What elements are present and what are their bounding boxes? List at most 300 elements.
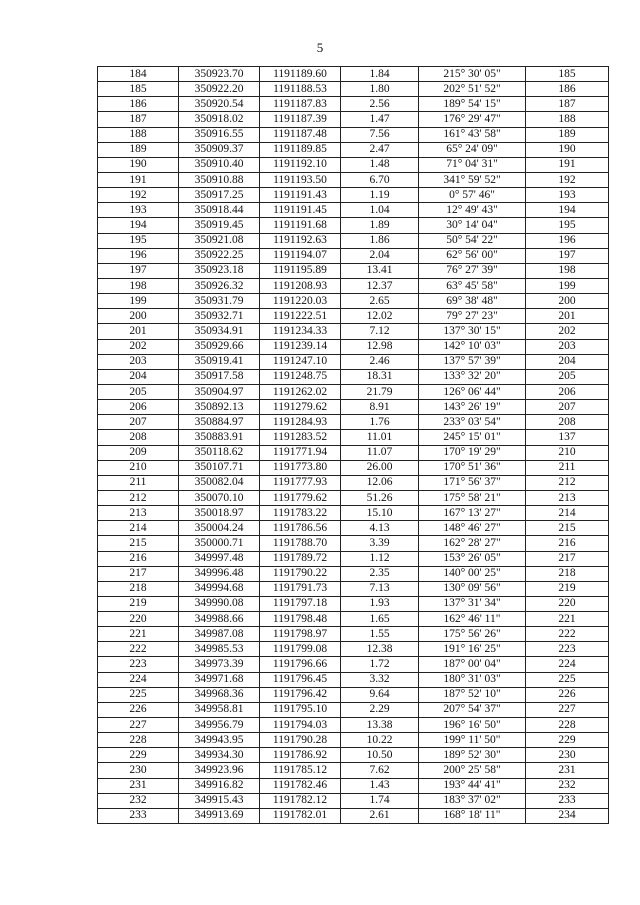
y-coordinate-cell: 1191798.97	[260, 627, 341, 642]
distance-cell: 13.41	[341, 263, 419, 278]
x-coordinate-cell: 350917.58	[179, 369, 260, 384]
x-coordinate-cell: 350107.71	[179, 460, 260, 475]
x-coordinate-cell: 350910.88	[179, 172, 260, 187]
y-coordinate-cell: 1191773.80	[260, 460, 341, 475]
y-coordinate-cell: 1191783.22	[260, 506, 341, 521]
direction-angle-cell: 79° 27' 23"	[419, 309, 526, 324]
next-point-cell: 232	[526, 778, 609, 793]
direction-angle-cell: 189° 54' 15"	[419, 97, 526, 112]
next-point-cell: 191	[526, 157, 609, 172]
next-point-cell: 214	[526, 506, 609, 521]
direction-angle-cell: 183° 37' 02"	[419, 793, 526, 808]
point-number-cell: 203	[98, 354, 179, 369]
distance-cell: 7.56	[341, 127, 419, 142]
y-coordinate-cell: 1191192.10	[260, 157, 341, 172]
x-coordinate-cell: 349988.66	[179, 612, 260, 627]
distance-cell: 2.56	[341, 97, 419, 112]
y-coordinate-cell: 1191247.10	[260, 354, 341, 369]
x-coordinate-cell: 350918.02	[179, 112, 260, 127]
next-point-cell: 196	[526, 233, 609, 248]
y-coordinate-cell: 1191189.85	[260, 142, 341, 157]
distance-cell: 1.04	[341, 203, 419, 218]
x-coordinate-cell: 350884.97	[179, 415, 260, 430]
table-row	[98, 203, 609, 218]
table-row	[98, 642, 609, 657]
table-row	[98, 309, 609, 324]
x-coordinate-cell: 349985.53	[179, 642, 260, 657]
next-point-cell: 200	[526, 294, 609, 309]
next-point-cell: 186	[526, 82, 609, 97]
table-row	[98, 324, 609, 339]
point-number-cell: 216	[98, 551, 179, 566]
y-coordinate-cell: 1191192.63	[260, 233, 341, 248]
table-row	[98, 248, 609, 263]
distance-cell: 1.43	[341, 778, 419, 793]
point-number-cell: 189	[98, 142, 179, 157]
distance-cell: 7.62	[341, 763, 419, 778]
point-number-cell: 188	[98, 127, 179, 142]
point-number-cell: 213	[98, 506, 179, 521]
y-coordinate-cell: 1191785.12	[260, 763, 341, 778]
distance-cell: 21.79	[341, 384, 419, 399]
point-number-cell: 207	[98, 415, 179, 430]
y-coordinate-cell: 1191799.08	[260, 642, 341, 657]
direction-angle-cell: 162° 46' 11"	[419, 612, 526, 627]
y-coordinate-cell: 1191262.02	[260, 384, 341, 399]
x-coordinate-cell: 350910.40	[179, 157, 260, 172]
table-row	[98, 702, 609, 717]
y-coordinate-cell: 1191239.14	[260, 339, 341, 354]
x-coordinate-cell: 349913.69	[179, 808, 260, 823]
next-point-cell: 189	[526, 127, 609, 142]
distance-cell: 13.38	[341, 718, 419, 733]
table-row	[98, 778, 609, 793]
x-coordinate-cell: 350082.04	[179, 475, 260, 490]
page-number: 5	[316, 40, 324, 55]
point-number-cell: 208	[98, 430, 179, 445]
direction-angle-cell: 341° 59' 52"	[419, 172, 526, 187]
direction-angle-cell: 167° 13' 27"	[419, 506, 526, 521]
x-coordinate-cell: 350918.44	[179, 203, 260, 218]
distance-cell: 2.46	[341, 354, 419, 369]
distance-cell: 26.00	[341, 460, 419, 475]
table-row	[98, 612, 609, 627]
table-row	[98, 733, 609, 748]
table-row	[98, 748, 609, 763]
next-point-cell: 208	[526, 415, 609, 430]
next-point-cell: 224	[526, 657, 609, 672]
point-number-cell: 225	[98, 687, 179, 702]
next-point-cell: 211	[526, 460, 609, 475]
direction-angle-cell: 126° 06' 44"	[419, 384, 526, 399]
distance-cell: 12.06	[341, 475, 419, 490]
direction-angle-cell: 202° 51' 52"	[419, 82, 526, 97]
next-point-cell: 188	[526, 112, 609, 127]
next-point-cell: 192	[526, 172, 609, 187]
y-coordinate-cell: 1191796.66	[260, 657, 341, 672]
point-number-cell: 190	[98, 157, 179, 172]
next-point-cell: 217	[526, 551, 609, 566]
point-number-cell: 198	[98, 278, 179, 293]
distance-cell: 12.02	[341, 309, 419, 324]
point-number-cell: 201	[98, 324, 179, 339]
direction-angle-cell: 200° 25' 58"	[419, 763, 526, 778]
table-row	[98, 657, 609, 672]
distance-cell: 7.13	[341, 581, 419, 596]
point-number-cell: 220	[98, 612, 179, 627]
point-number-cell: 205	[98, 384, 179, 399]
direction-angle-cell: 176° 29' 47"	[419, 112, 526, 127]
x-coordinate-cell: 350909.37	[179, 142, 260, 157]
table-row	[98, 188, 609, 203]
point-number-cell: 202	[98, 339, 179, 354]
direction-angle-cell: 187° 00' 04"	[419, 657, 526, 672]
distance-cell: 1.84	[341, 67, 419, 82]
x-coordinate-cell: 349994.68	[179, 581, 260, 596]
x-coordinate-cell: 349956.79	[179, 718, 260, 733]
next-point-cell: 219	[526, 581, 609, 596]
point-number-cell: 218	[98, 581, 179, 596]
distance-cell: 12.98	[341, 339, 419, 354]
distance-cell: 1.93	[341, 596, 419, 611]
table-row	[98, 294, 609, 309]
point-number-cell: 209	[98, 445, 179, 460]
next-point-cell: 229	[526, 733, 609, 748]
table-row	[98, 67, 609, 82]
y-coordinate-cell: 1191191.68	[260, 218, 341, 233]
table-row	[98, 127, 609, 142]
point-number-cell: 221	[98, 627, 179, 642]
distance-cell: 1.55	[341, 627, 419, 642]
direction-angle-cell: 50° 54' 22"	[419, 233, 526, 248]
direction-angle-cell: 189° 52' 30"	[419, 748, 526, 763]
y-coordinate-cell: 1191284.93	[260, 415, 341, 430]
next-point-cell: 223	[526, 642, 609, 657]
y-coordinate-cell: 1191788.70	[260, 536, 341, 551]
table-row	[98, 521, 609, 536]
table-row	[98, 460, 609, 475]
table-row	[98, 627, 609, 642]
point-number-cell: 219	[98, 596, 179, 611]
distance-cell: 15.10	[341, 506, 419, 521]
distance-cell: 1.74	[341, 793, 419, 808]
table-row	[98, 112, 609, 127]
x-coordinate-cell: 350926.32	[179, 278, 260, 293]
point-number-cell: 231	[98, 778, 179, 793]
table-body	[98, 67, 609, 824]
point-number-cell: 226	[98, 702, 179, 717]
y-coordinate-cell: 1191222.51	[260, 309, 341, 324]
x-coordinate-cell: 350000.71	[179, 536, 260, 551]
distance-cell: 51.26	[341, 490, 419, 505]
y-coordinate-cell: 1191187.83	[260, 97, 341, 112]
distance-cell: 1.65	[341, 612, 419, 627]
next-point-cell: 137	[526, 430, 609, 445]
direction-angle-cell: 63° 45' 58"	[419, 278, 526, 293]
x-coordinate-cell: 349943.95	[179, 733, 260, 748]
point-number-cell: 200	[98, 309, 179, 324]
next-point-cell: 218	[526, 566, 609, 581]
next-point-cell: 212	[526, 475, 609, 490]
table-row	[98, 172, 609, 187]
x-coordinate-cell: 349971.68	[179, 672, 260, 687]
y-coordinate-cell: 1191191.45	[260, 203, 341, 218]
x-coordinate-cell: 350923.18	[179, 263, 260, 278]
point-number-cell: 184	[98, 67, 179, 82]
next-point-cell: 215	[526, 521, 609, 536]
y-coordinate-cell: 1191794.03	[260, 718, 341, 733]
next-point-cell: 213	[526, 490, 609, 505]
y-coordinate-cell: 1191790.22	[260, 566, 341, 581]
distance-cell: 2.04	[341, 248, 419, 263]
y-coordinate-cell: 1191779.62	[260, 490, 341, 505]
y-coordinate-cell: 1191786.92	[260, 748, 341, 763]
point-number-cell: 224	[98, 672, 179, 687]
x-coordinate-cell: 350922.25	[179, 248, 260, 263]
distance-cell: 2.47	[341, 142, 419, 157]
distance-cell: 2.65	[341, 294, 419, 309]
next-point-cell: 210	[526, 445, 609, 460]
distance-cell: 1.86	[341, 233, 419, 248]
x-coordinate-cell: 349923.96	[179, 763, 260, 778]
table-row	[98, 430, 609, 445]
direction-angle-cell: 207° 54' 37"	[419, 702, 526, 717]
direction-angle-cell: 71° 04' 31"	[419, 157, 526, 172]
point-number-cell: 186	[98, 97, 179, 112]
direction-angle-cell: 191° 16' 25"	[419, 642, 526, 657]
next-point-cell: 195	[526, 218, 609, 233]
next-point-cell: 231	[526, 763, 609, 778]
distance-cell: 8.91	[341, 400, 419, 415]
distance-cell: 3.32	[341, 672, 419, 687]
next-point-cell: 185	[526, 67, 609, 82]
table-row	[98, 536, 609, 551]
direction-angle-cell: 0° 57' 46"	[419, 188, 526, 203]
next-point-cell: 190	[526, 142, 609, 157]
x-coordinate-cell: 350923.70	[179, 67, 260, 82]
direction-angle-cell: 175° 56' 26"	[419, 627, 526, 642]
y-coordinate-cell: 1191194.07	[260, 248, 341, 263]
point-number-cell: 230	[98, 763, 179, 778]
next-point-cell: 197	[526, 248, 609, 263]
next-point-cell: 207	[526, 400, 609, 415]
direction-angle-cell: 30° 14' 04"	[419, 218, 526, 233]
x-coordinate-cell: 350904.97	[179, 384, 260, 399]
direction-angle-cell: 245° 15' 01"	[419, 430, 526, 445]
x-coordinate-cell: 350922.20	[179, 82, 260, 97]
table-row	[98, 566, 609, 581]
point-number-cell: 212	[98, 490, 179, 505]
direction-angle-cell: 233° 03' 54"	[419, 415, 526, 430]
direction-angle-cell: 161° 43' 58"	[419, 127, 526, 142]
y-coordinate-cell: 1191193.50	[260, 172, 341, 187]
table-row	[98, 142, 609, 157]
y-coordinate-cell: 1191187.48	[260, 127, 341, 142]
direction-angle-cell: 69° 38' 48"	[419, 294, 526, 309]
distance-cell: 2.29	[341, 702, 419, 717]
point-number-cell: 187	[98, 112, 179, 127]
direction-angle-cell: 76° 27' 39"	[419, 263, 526, 278]
x-coordinate-cell: 350931.79	[179, 294, 260, 309]
next-point-cell: 194	[526, 203, 609, 218]
distance-cell: 1.76	[341, 415, 419, 430]
y-coordinate-cell: 1191234.33	[260, 324, 341, 339]
direction-angle-cell: 196° 16' 50"	[419, 718, 526, 733]
distance-cell: 3.39	[341, 536, 419, 551]
x-coordinate-cell: 350919.41	[179, 354, 260, 369]
next-point-cell: 228	[526, 718, 609, 733]
x-coordinate-cell: 350883.91	[179, 430, 260, 445]
table-row	[98, 490, 609, 505]
x-coordinate-cell: 350018.97	[179, 506, 260, 521]
direction-angle-cell: 142° 10' 03"	[419, 339, 526, 354]
table-row	[98, 793, 609, 808]
distance-cell: 1.47	[341, 112, 419, 127]
point-number-cell: 223	[98, 657, 179, 672]
distance-cell: 18.31	[341, 369, 419, 384]
direction-angle-cell: 170° 19' 29"	[419, 445, 526, 460]
x-coordinate-cell: 350929.66	[179, 339, 260, 354]
distance-cell: 4.13	[341, 521, 419, 536]
direction-angle-cell: 62° 56' 00"	[419, 248, 526, 263]
y-coordinate-cell: 1191188.53	[260, 82, 341, 97]
direction-angle-cell: 148° 46' 27"	[419, 521, 526, 536]
distance-cell: 1.89	[341, 218, 419, 233]
next-point-cell: 222	[526, 627, 609, 642]
direction-angle-cell: 168° 18' 11"	[419, 808, 526, 823]
next-point-cell: 221	[526, 612, 609, 627]
table-row	[98, 400, 609, 415]
distance-cell: 1.12	[341, 551, 419, 566]
distance-cell: 6.70	[341, 172, 419, 187]
next-point-cell: 205	[526, 369, 609, 384]
x-coordinate-cell: 349916.82	[179, 778, 260, 793]
next-point-cell: 199	[526, 278, 609, 293]
direction-angle-cell: 130° 09' 56"	[419, 581, 526, 596]
y-coordinate-cell: 1191791.73	[260, 581, 341, 596]
x-coordinate-cell: 349968.36	[179, 687, 260, 702]
next-point-cell: 204	[526, 354, 609, 369]
next-point-cell: 226	[526, 687, 609, 702]
y-coordinate-cell: 1191789.72	[260, 551, 341, 566]
x-coordinate-cell: 350934.91	[179, 324, 260, 339]
distance-cell: 1.80	[341, 82, 419, 97]
next-point-cell: 216	[526, 536, 609, 551]
x-coordinate-cell: 350921.08	[179, 233, 260, 248]
direction-angle-cell: 180° 31' 03"	[419, 672, 526, 687]
distance-cell: 1.48	[341, 157, 419, 172]
y-coordinate-cell: 1191795.10	[260, 702, 341, 717]
distance-cell: 10.50	[341, 748, 419, 763]
next-point-cell: 225	[526, 672, 609, 687]
direction-angle-cell: 137° 31' 34"	[419, 596, 526, 611]
y-coordinate-cell: 1191283.52	[260, 430, 341, 445]
y-coordinate-cell: 1191796.45	[260, 672, 341, 687]
direction-angle-cell: 175° 58' 21"	[419, 490, 526, 505]
next-point-cell: 202	[526, 324, 609, 339]
point-number-cell: 215	[98, 536, 179, 551]
direction-angle-cell: 170° 51' 36"	[419, 460, 526, 475]
distance-cell: 11.07	[341, 445, 419, 460]
point-number-cell: 222	[98, 642, 179, 657]
direction-angle-cell: 140° 00' 25"	[419, 566, 526, 581]
table-row	[98, 218, 609, 233]
point-number-cell: 211	[98, 475, 179, 490]
direction-angle-cell: 215° 30' 05"	[419, 67, 526, 82]
distance-cell: 2.61	[341, 808, 419, 823]
point-number-cell: 214	[98, 521, 179, 536]
y-coordinate-cell: 1191187.39	[260, 112, 341, 127]
x-coordinate-cell: 350917.25	[179, 188, 260, 203]
table-row	[98, 596, 609, 611]
y-coordinate-cell: 1191208.93	[260, 278, 341, 293]
next-point-cell: 198	[526, 263, 609, 278]
x-coordinate-cell: 350892.13	[179, 400, 260, 415]
x-coordinate-cell: 350118.62	[179, 445, 260, 460]
distance-cell: 1.72	[341, 657, 419, 672]
x-coordinate-cell: 350932.71	[179, 309, 260, 324]
y-coordinate-cell: 1191786.56	[260, 521, 341, 536]
next-point-cell: 187	[526, 97, 609, 112]
x-coordinate-cell: 350920.54	[179, 97, 260, 112]
next-point-cell: 220	[526, 596, 609, 611]
point-number-cell: 194	[98, 218, 179, 233]
table-row	[98, 506, 609, 521]
direction-angle-cell: 162° 28' 27"	[419, 536, 526, 551]
table-row	[98, 475, 609, 490]
table-row	[98, 233, 609, 248]
direction-angle-cell: 199° 11' 50"	[419, 733, 526, 748]
distance-cell: 10.22	[341, 733, 419, 748]
x-coordinate-cell: 349934.30	[179, 748, 260, 763]
x-coordinate-cell: 349996.48	[179, 566, 260, 581]
y-coordinate-cell: 1191782.01	[260, 808, 341, 823]
distance-cell: 12.37	[341, 278, 419, 293]
next-point-cell: 234	[526, 808, 609, 823]
x-coordinate-cell: 349973.39	[179, 657, 260, 672]
point-number-cell: 192	[98, 188, 179, 203]
y-coordinate-cell: 1191798.48	[260, 612, 341, 627]
point-number-cell: 204	[98, 369, 179, 384]
point-number-cell: 217	[98, 566, 179, 581]
distance-cell: 12.38	[341, 642, 419, 657]
x-coordinate-cell: 350004.24	[179, 521, 260, 536]
table-row	[98, 278, 609, 293]
point-number-cell: 206	[98, 400, 179, 415]
table-row	[98, 687, 609, 702]
x-coordinate-cell: 349990.08	[179, 596, 260, 611]
direction-angle-cell: 133° 32' 20"	[419, 369, 526, 384]
direction-angle-cell: 193° 44' 41"	[419, 778, 526, 793]
distance-cell: 7.12	[341, 324, 419, 339]
point-number-cell: 195	[98, 233, 179, 248]
direction-angle-cell: 137° 30' 15"	[419, 324, 526, 339]
table-row	[98, 808, 609, 823]
direction-angle-cell: 137° 57' 39"	[419, 354, 526, 369]
next-point-cell: 230	[526, 748, 609, 763]
next-point-cell: 193	[526, 188, 609, 203]
next-point-cell: 201	[526, 309, 609, 324]
x-coordinate-cell: 350919.45	[179, 218, 260, 233]
y-coordinate-cell: 1191220.03	[260, 294, 341, 309]
distance-cell: 1.19	[341, 188, 419, 203]
table-row	[98, 415, 609, 430]
table-row	[98, 82, 609, 97]
table-row	[98, 354, 609, 369]
coordinates-table	[97, 66, 609, 824]
y-coordinate-cell: 1191248.75	[260, 369, 341, 384]
table-row	[98, 581, 609, 596]
